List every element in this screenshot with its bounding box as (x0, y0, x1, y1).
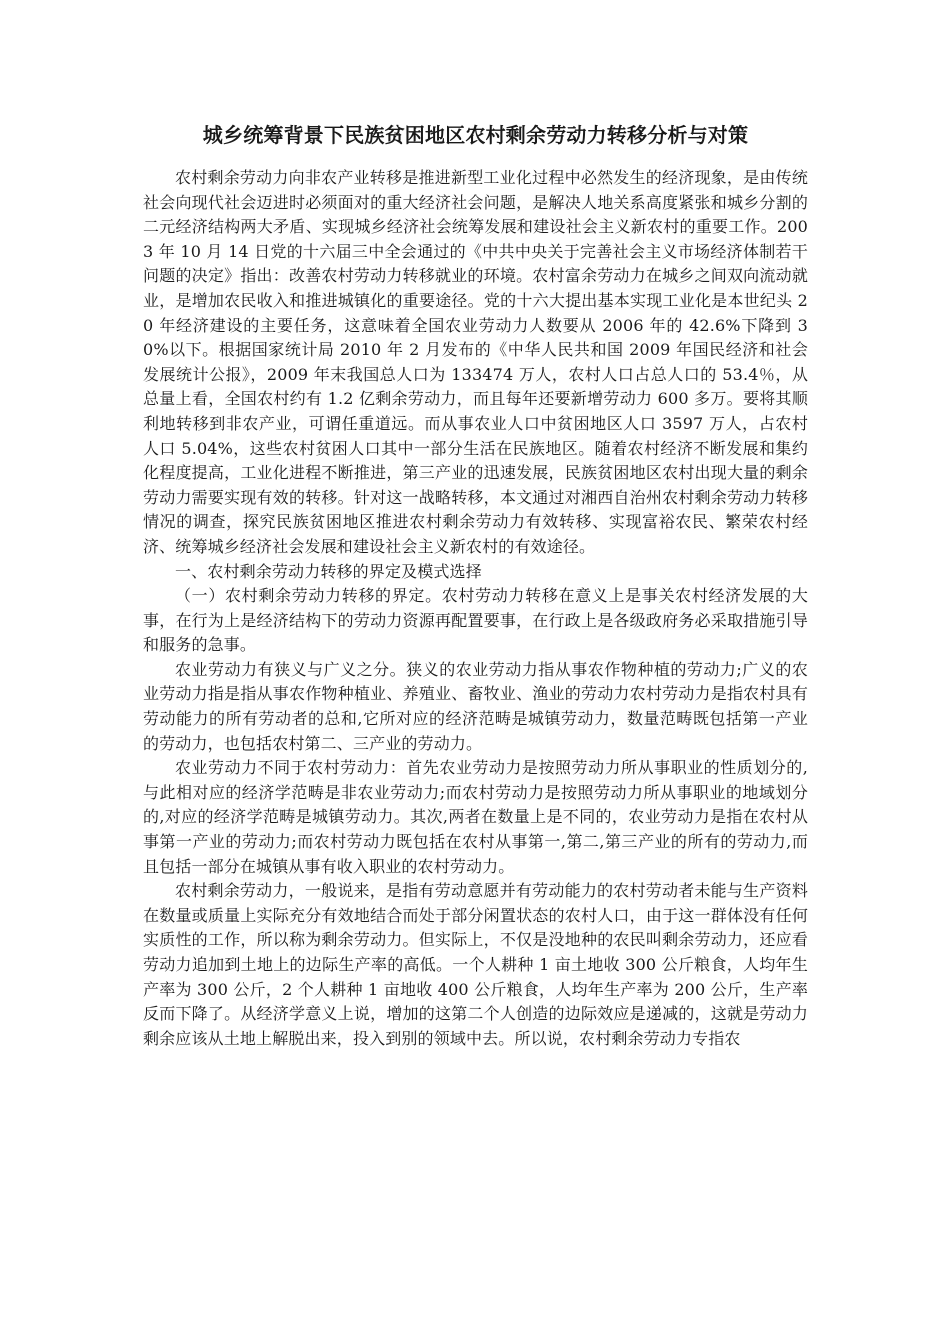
document-title: 城乡统筹背景下民族贫困地区农村剩余劳动力转移分析与对策 (202, 123, 749, 147)
paragraph-labor-difference: 农业劳动力不同于农村劳动力：首先农业劳动力是按照劳动力所从事职业的性质划分的,与此相对应的经济学范畴是非农业劳动力;而农村劳动力是按照劳动力所从事职业的地域划分的,对应的经济学范畴是城镇劳动力。其次,两者在数量上是不同的，农业劳动力是指在农村从事第一产业的劳动力;而农村劳动力既包括在农村从事第一,第二,第三产业的所有的劳动力,而且包括一部分在城镇从事有收入职业的农村劳动力。 (143, 758, 808, 876)
paragraph-surplus-labor: 农村剩余劳动力，一般说来，是指有劳动意愿并有劳动能力的农村劳动者未能与生产资料在数量或质量上实际充分有效地结合而处于部分闲置状态的农村人口，由于这一群体没有任何实质性的工作，所以称为剩余劳动力。但实际上，不仅是没地种的农民叫剩余劳动力，还应看劳动力追加到土地上的边际生产率的高低。一个人耕种 1 亩土地收 300 公斤粮食，人均年生产率为 300 公斤，2 个人耕种 1 亩地收 400 公斤粮食，人均年生产率为 200 公斤，生产率反而下降了。从经济学意义上说，增加的这第二个人创造的边际效应是递减的，这就是劳动力剩余应该从土地上解脱出来，投入到别的领域中去。所以说，农村剩余劳动力专指农 (143, 881, 808, 1048)
section-heading-1: 一、农村剩余劳动力转移的界定及模式选择 (175, 561, 482, 581)
document-page (143, 120, 808, 1051)
paragraph-intro: 农村剩余劳动力向非农产业转移是推进新型工业化过程中必然发生的经济现象，是由传统社会向现代社会迈进时必须面对的重大经济社会问题，是解决人地关系高度紧张和城乡分割的二元经济结构两大矛盾、实现城乡经济社会统筹发展和建设社会主义新农村的重要工作。2003 年 10 月 14 日党的十六届三中全会通过的《中共中央关于完善社会主义市场经济体制若干问题的决定》指出：改善农村劳动力转移就业的环境。农村富余劳动力在城乡之间双向流动就业，是增加农民收入和推进城镇化的重要途径。党的十六大提出基本实现工业化是本世纪头 20 年经济建设的主要任务，这意味着全国农业劳动力人数要从 2006 年的 42.6%下降到 30%以下。根据国家统计局 2010 年 2 月发布的《中华人民共和国 2009 年国民经济和社会发展统计公报》，2009 年末我国总人口为 133474 万人，农村人口占总人口的 53.4％，从总量上看，全国农村约有 1.2 亿剩余劳动力，而且每年还要新增劳动力 600 多万。要将其顺利地转移到非农产业，可谓任重道远。而从事农业人口中贫困地区人口 3597 万人，占农村人口 5.04%，这些农村贫困人口其中一部分生活在民族地区。随着农村经济不断发展和集约化程度提高，工业化进程不断推进，第三产业的迅速发展，民族贫困地区农村出现大量的剩余劳动力需要实现有效的转移。针对这一战略转移，本文通过对湘西自治州农村剩余劳动力转移情况的调查，探究民族贫困地区推进农村剩余劳动力有效转移、实现富裕农民、繁荣农村经济、统筹城乡经济社会发展和建设社会主义新农村的有效途径。 (143, 168, 808, 556)
paragraph-agricultural-labor: 农业劳动力有狭义与广义之分。狭义的农业劳动力指从事农作物种植的劳动力;广义的农业劳动力指是指从事农作物种植业、养殖业、畜牧业、渔业的劳动力农村劳动力是指农村具有劳动能力的所有劳动者的总和,它所对应的经济范畴是城镇劳动力，数量范畴既包括第一产业的劳动力，也包括农村第二、三产业的劳动力。 (143, 659, 808, 753)
paragraph-definition: （一）农村剩余劳动力转移的界定。农村劳动力转移在意义上是事关农村经济发展的大事，在行为上是经济结构下的劳动力资源再配置要事，在行政上是各级政府务必采取措施引导和服务的急事。 (143, 586, 808, 655)
